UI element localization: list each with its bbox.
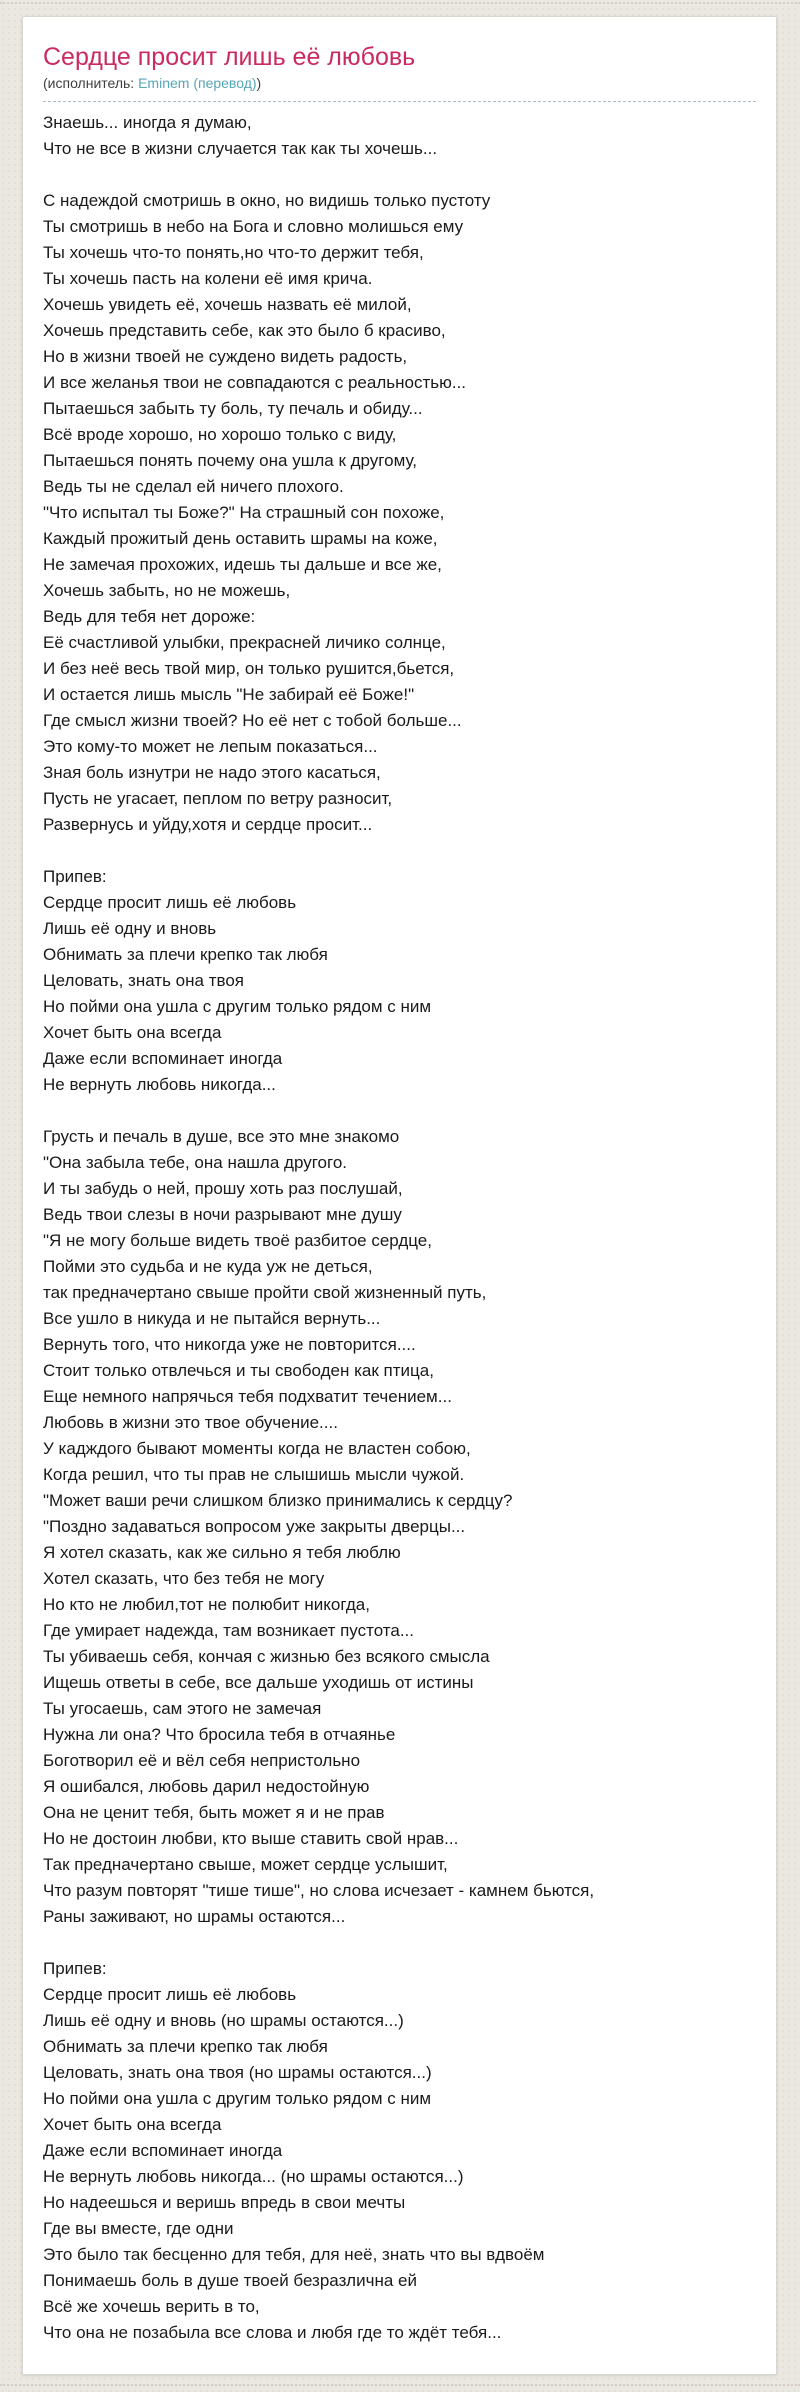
lyric-line: Боготворил её и вёл себя непристольно: [43, 1751, 361, 1770]
lyric-line: Хочешь забыть, но не можешь,: [43, 581, 291, 600]
lyrics-card: [22, 16, 777, 2375]
lyric-line: Что разум повторят "тише тише", но слова исчезает - камнем бьются,: [43, 1881, 595, 1900]
lyric-line: И без неё весь твой мир, он только рушится,бьется,: [43, 659, 455, 678]
lyric-line: И остается лишь мысль "Не забирай её Боже!": [43, 685, 415, 704]
lyric-line: Обнимать за плечи крепко так любя: [43, 2037, 328, 2056]
lyric-line: Но пойми она ушла с другим только рядом с ним: [43, 2089, 432, 2108]
lyric-line: Ты хочешь пасть на колени её имя крича.: [43, 269, 373, 288]
lyric-line: "Поздно задаваться вопросом уже закрыты дверцы...: [43, 1517, 466, 1536]
lyric-line: "Что испытал ты Боже?" На страшный сон похоже,: [43, 503, 445, 522]
lyric-line: Вернуть того, что никогда уже не повторится....: [43, 1335, 416, 1354]
lyric-line: Но в жизни твоей не суждено видеть радость,: [43, 347, 408, 366]
lyric-line: Целовать, знать она твоя (но шрамы остаются...): [43, 2063, 432, 2082]
lyric-line: Припев:: [43, 867, 107, 886]
lyric-line: Но надеешься и веришь впредь в свои мечты: [43, 2193, 406, 2212]
lyric-line: Где смысл жизни твоей? Но её нет с тобой больше...: [43, 711, 462, 730]
lyric-line: Сердце просит лишь её любовь: [43, 893, 297, 912]
lyric-line: "Может ваши речи слишком близко принимались к сердцу?: [43, 1491, 513, 1510]
lyric-line: Что она не позабыла все слова и любя где то ждёт тебя...: [43, 2323, 502, 2342]
lyric-line: Развернусь и уйду,хотя и сердце просит...: [43, 815, 373, 834]
lyric-line: Хочешь увидеть её, хочешь назвать её милой,: [43, 295, 412, 314]
lyric-line: Ты смотришь в небо на Бога и словно молишься ему: [43, 217, 464, 236]
lyric-line: Пытаешься забыть ту боль, ту печаль и обиду...: [43, 399, 423, 418]
lyric-line: Это кому-то может не лепым показаться...: [43, 737, 378, 756]
lyric-line: Пусть не угасает, пеплом по ветру разносит,: [43, 789, 393, 808]
lyric-line: "Она забыла тебе, она нашла другого.: [43, 1153, 347, 1172]
lyric-line: Не вернуть любовь никогда...: [43, 1075, 276, 1094]
lyric-line: Припев:: [43, 1959, 107, 1978]
lyric-line: Ты угосаешь, сам этого не замечая: [43, 1699, 322, 1718]
lyric-line: Зная боль изнутри не надо этого касаться,: [43, 763, 381, 782]
lyric-line: [43, 162, 756, 188]
lyric-line: Но пойми она ушла с другим только рядом с ним: [43, 997, 432, 1016]
lyric-line: Ты убиваешь себя, кончая с жизнью без всякого смысла: [43, 1647, 490, 1666]
lyric-line: И все желанья твои не совпадаются с реальностью...: [43, 373, 467, 392]
lyric-line: Хочет быть она всегда: [43, 2115, 222, 2134]
lyric-line: Ты хочешь что-то понять,но что-то держит тебя,: [43, 243, 424, 262]
lyric-line: Лишь её одну и вновь: [43, 919, 217, 938]
lyric-line: [43, 838, 756, 864]
lyric-line: Я ошибался, любовь дарил недостойную: [43, 1777, 370, 1796]
lyric-line: Но не достоин любви, кто выше ставить свой нрав...: [43, 1829, 459, 1848]
lyric-line: Сердце просит лишь её любовь: [43, 1985, 297, 2004]
lyric-line: И ты забудь о ней, прошу хоть раз послушай,: [43, 1179, 403, 1198]
lyrics-text: [43, 110, 756, 2346]
lyric-line: У кадждого бывают моменты когда не властен собою,: [43, 1439, 471, 1458]
lyric-line: Хочешь представить себе, как это было б красиво,: [43, 321, 446, 340]
lyric-line: Она не ценит тебя, быть может я и не прав: [43, 1803, 385, 1822]
lyric-line: "Я не могу больше видеть твоё разбитое сердце,: [43, 1231, 432, 1250]
lyric-line: Ищешь ответы в себе, все дальше уходишь от истины: [43, 1673, 474, 1692]
lyric-line: Понимаешь боль в душе твоей безразлична ей: [43, 2271, 417, 2290]
lyric-line: Где умирает надежда, там возникает пустота...: [43, 1621, 415, 1640]
bottom-perforation-divider: [0, 2384, 800, 2386]
artist-link[interactable]: Eminem (перевод): [138, 75, 257, 91]
lyric-line: Это было так бесценно для тебя, для неё, знать что вы вдвоём: [43, 2245, 545, 2264]
lyric-line: Обнимать за плечи крепко так любя: [43, 945, 328, 964]
lyric-line: Всё вроде хорошо, но хорошо только с виду,: [43, 425, 397, 444]
artist-line: [43, 74, 756, 102]
lyric-line: С надеждой смотришь в окно, но видишь только пустоту: [43, 191, 491, 210]
lyric-line: Её счастливой улыбки, прекрасней личико солнце,: [43, 633, 446, 652]
lyric-line: Пойми это судьба и не куда уж не деться,: [43, 1257, 373, 1276]
lyric-line: Где вы вместе, где одни: [43, 2219, 234, 2238]
lyric-line: Пытаешься понять почему она ушла к другому,: [43, 451, 417, 470]
lyric-line: Еще немного напрячься тебя подхватит течением...: [43, 1387, 452, 1406]
lyric-line: Хочет быть она всегда: [43, 1023, 222, 1042]
artist-label-suffix: ): [256, 75, 262, 91]
lyric-line: Не замечая прохожих, идешь ты дальше и все же,: [43, 555, 442, 574]
lyric-line: Стоит только отвлечься и ты свободен как птица,: [43, 1361, 434, 1380]
lyric-line: Даже если вспоминает иногда: [43, 1049, 283, 1068]
lyric-line: Любовь в жизни это твое обучение....: [43, 1413, 338, 1432]
lyric-line: Ведь ты не сделал ей ничего плохого.: [43, 477, 344, 496]
lyric-line: так предначертано свыше пройти свой жизненный путь,: [43, 1283, 487, 1302]
lyric-line: Но кто не любил,тот не полюбит никогда,: [43, 1595, 370, 1614]
lyric-line: [43, 1930, 756, 1956]
lyric-line: Нужна ли она? Что бросила тебя в отчаянье: [43, 1725, 396, 1744]
lyric-line: Грусть и печаль в душе, все это мне знакомо: [43, 1127, 400, 1146]
lyric-line: Не вернуть любовь никогда... (но шрамы остаются...): [43, 2167, 464, 2186]
lyric-line: Когда решил, что ты прав не слышишь мысли чужой.: [43, 1465, 465, 1484]
lyric-line: Целовать, знать она твоя: [43, 971, 244, 990]
lyric-line: Лишь её одну и вновь (но шрамы остаются...): [43, 2011, 404, 2030]
lyric-line: Все ушло в никуда и не пытайся вернуть...: [43, 1309, 381, 1328]
lyric-line: Ведь для тебя нет дороже:: [43, 607, 256, 626]
lyric-line: [43, 1098, 756, 1124]
lyric-line: Так предначертано свыше, может сердце услышит,: [43, 1855, 448, 1874]
lyric-line: Ведь твои слезы в ночи разрывают мне душу: [43, 1205, 402, 1224]
lyric-line: Что не все в жизни случается так как ты хочешь...: [43, 139, 438, 158]
lyric-line: Всё же хочешь верить в то,: [43, 2297, 260, 2316]
lyric-line: Каждый прожитый день оставить шрамы на коже,: [43, 529, 438, 548]
page-title: Сердце просит лишь её любовь: [43, 43, 416, 71]
artist-label-prefix: (исполнитель:: [43, 75, 139, 91]
lyric-line: Даже если вспоминает иногда: [43, 2141, 283, 2160]
lyric-line: Знаешь... иногда я думаю,: [43, 113, 252, 132]
top-perforation-divider: [0, 2, 800, 4]
lyric-line: Я хотел сказать, как же сильно я тебя люблю: [43, 1543, 401, 1562]
lyric-line: Хотел сказать, что без тебя не могу: [43, 1569, 325, 1588]
lyric-line: Раны заживают, но шрамы остаются...: [43, 1907, 346, 1926]
